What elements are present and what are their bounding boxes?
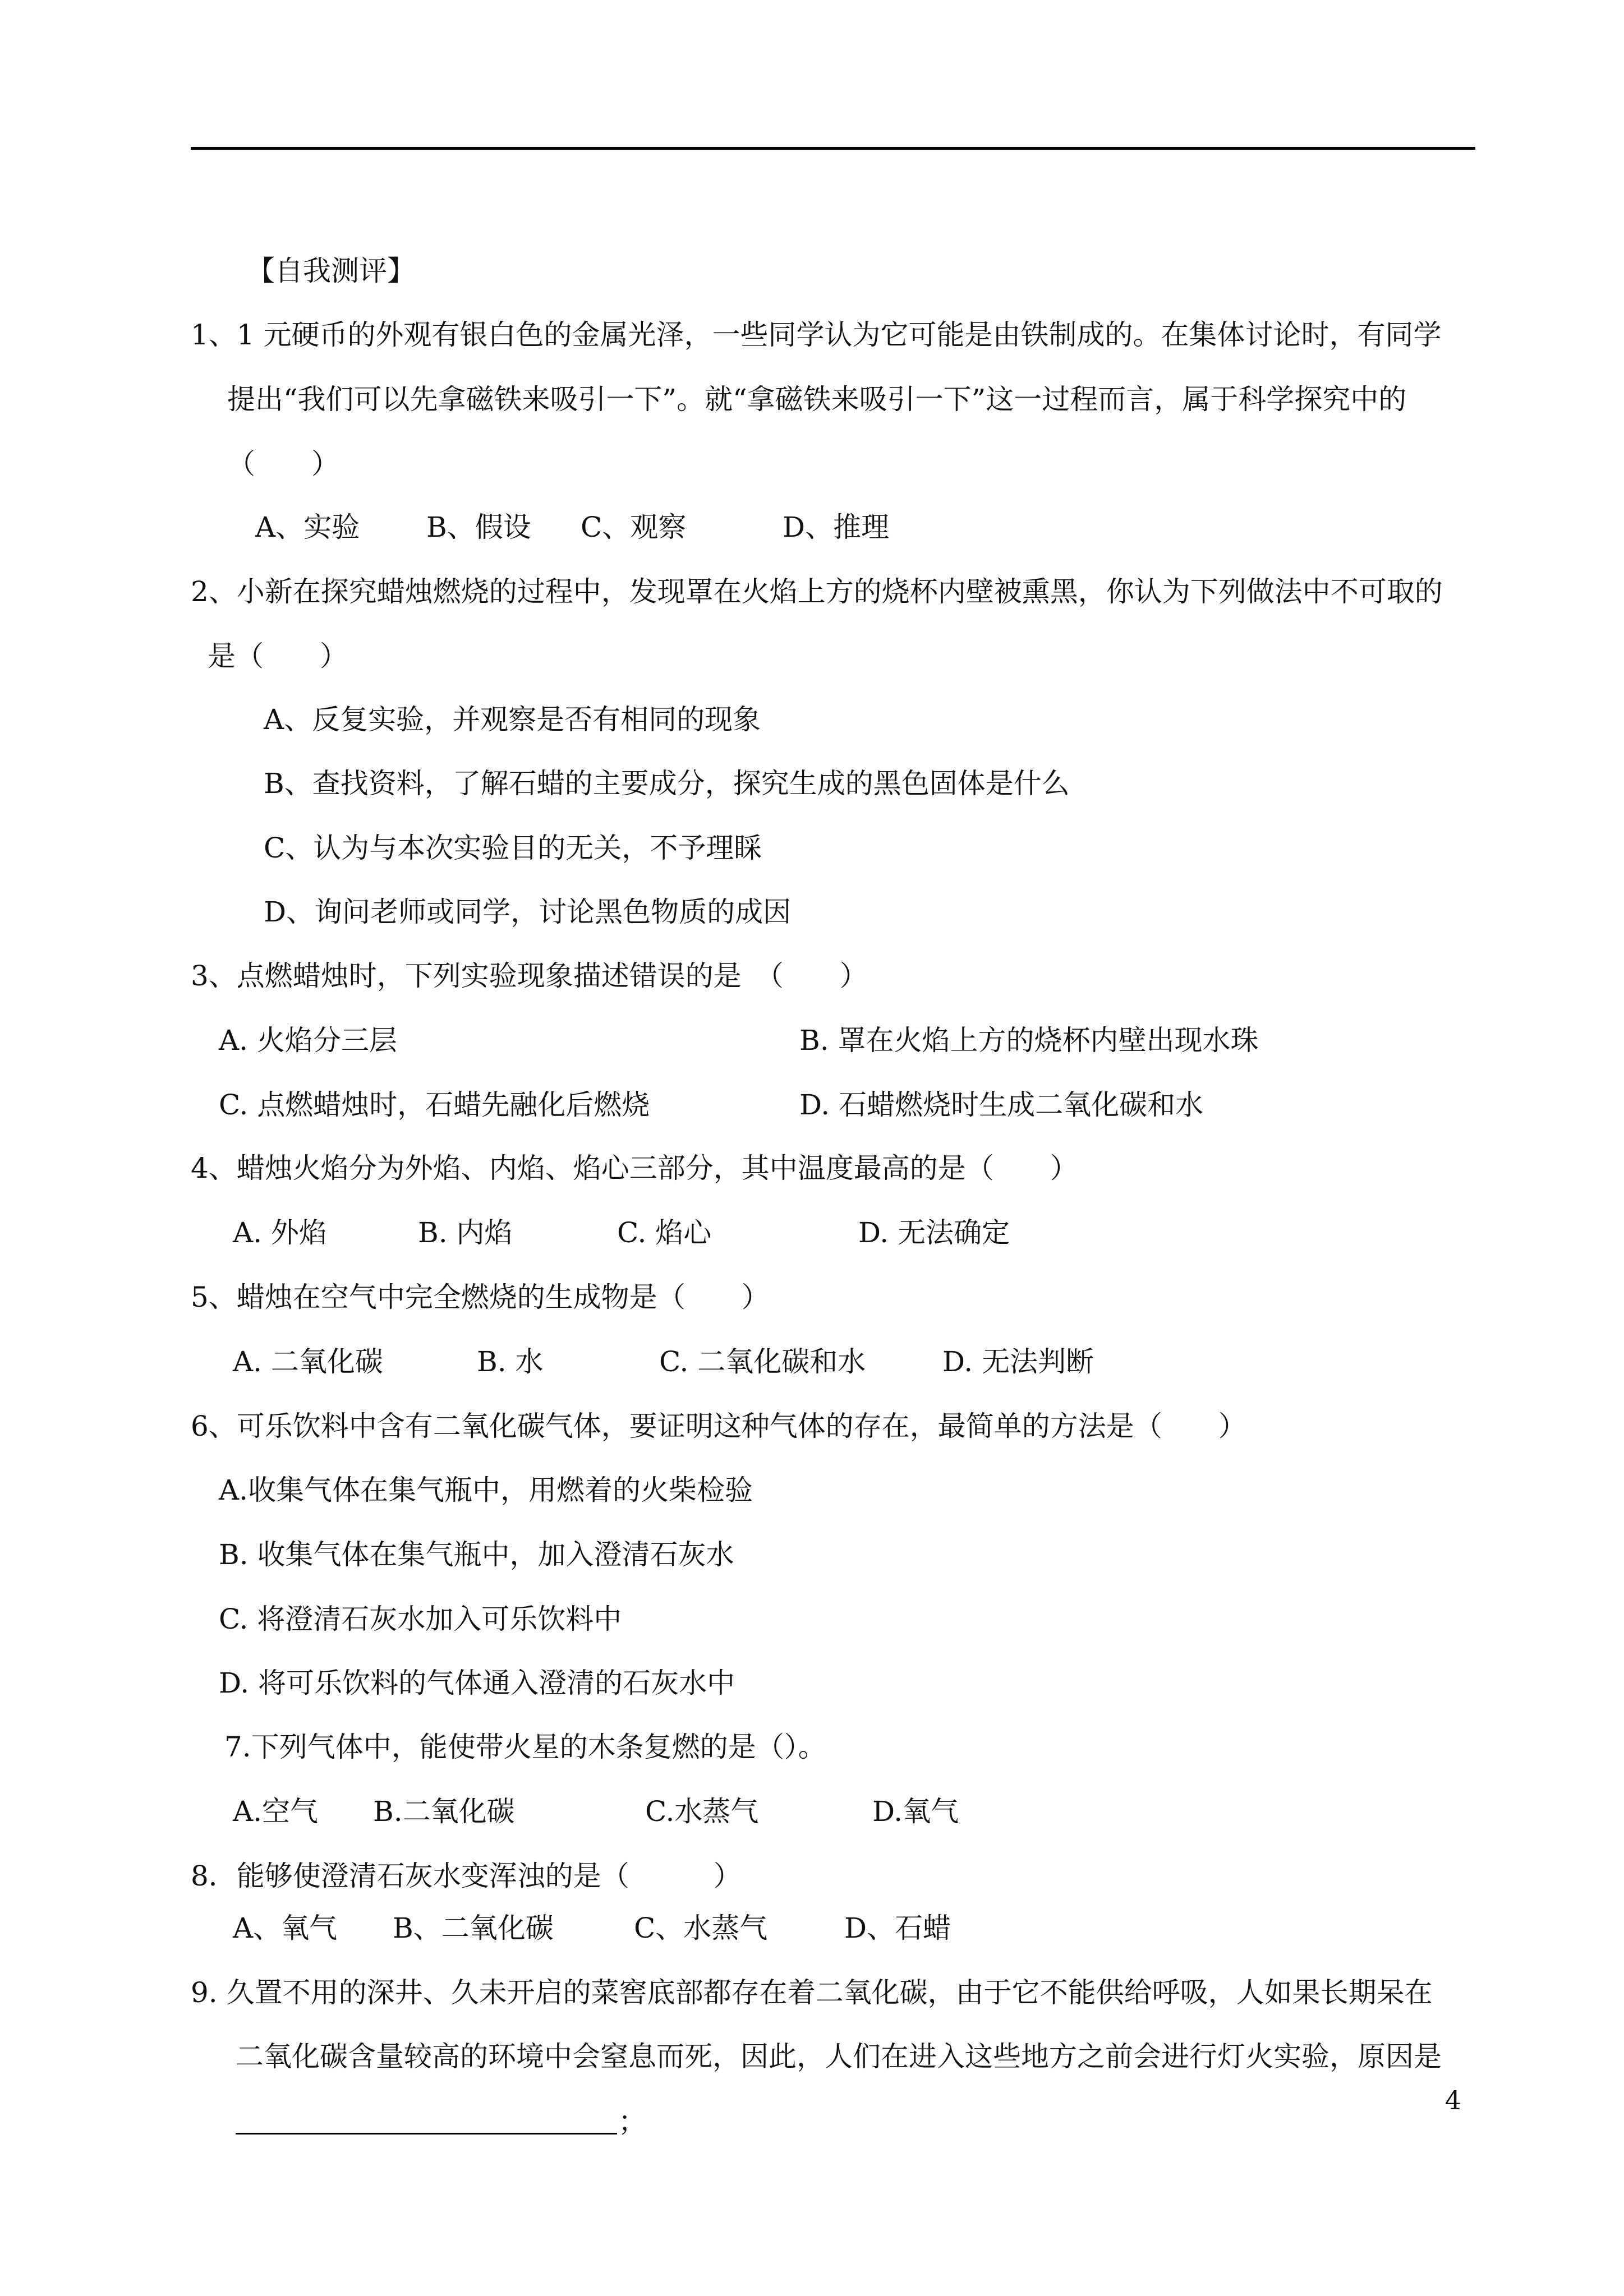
q8-option-c: C、水蒸气 xyxy=(634,1912,768,1944)
q5-option-d: D. 无法判断 xyxy=(942,1345,1094,1378)
q3-option-d: D. 石蜡燃烧时生成二氧化碳和水 xyxy=(799,1089,1204,1121)
q1-line1: 1、1 元硬币的外观有银白色的金属光泽，一些同学认为它可能是由铁制成的。在集体讨论时，有同学 xyxy=(191,319,1442,351)
q3-stem: 3、点燃蜡烛时，下列实验现象描述错误的是 （ ） xyxy=(191,960,868,992)
q5-option-c: C. 二氧化碳和水 xyxy=(659,1345,866,1378)
q4-option-b: B. 内焰 xyxy=(418,1216,513,1249)
q2-option-c: C、认为与本次实验目的无关，不予理睬 xyxy=(264,832,762,864)
q8-option-b: B、二氧化碳 xyxy=(393,1912,554,1944)
q7-stem: 7.下列气体中，能使带火星的木条复燃的是（）。 xyxy=(224,1731,826,1763)
q9-line1: 9. 久置不用的深井、久未开启的菜窖底部都存在着二氧化碳，由于它不能供给呼吸，人如果长期呆在 xyxy=(191,1976,1433,2009)
q5-stem: 5、蜡烛在空气中完全燃烧的生成物是（ ） xyxy=(191,1281,770,1313)
q7-option-d: D.氧气 xyxy=(872,1795,959,1828)
q2-line1: 2、小新在探究蜡烛燃烧的过程中，发现罩在火焰上方的烧杯内壁被熏黑，你认为下列做法中不可取的 xyxy=(191,575,1443,608)
section-heading: 【自我测评】 xyxy=(247,255,415,287)
q5-option-a: A. 二氧化碳 xyxy=(233,1345,383,1378)
q1-option-c: C、观察 xyxy=(581,511,687,543)
q7-option-c: C.水蒸气 xyxy=(645,1795,759,1828)
q6-option-a: A.收集气体在集气瓶中，用燃着的火柴检验 xyxy=(219,1474,753,1506)
q5-option-b: B. 水 xyxy=(477,1345,544,1378)
q3-option-b: B. 罩在火焰上方的烧杯内壁出现水珠 xyxy=(799,1024,1259,1057)
q9-tail: ； xyxy=(618,2105,646,2138)
q4-option-d: D. 无法确定 xyxy=(858,1216,1010,1249)
q1-paren: （ ） xyxy=(227,448,339,480)
q2-option-d: D、询问老师或同学，讨论黑色物质的成因 xyxy=(264,896,792,928)
page-number: 4 xyxy=(1444,2085,1461,2115)
q1-option-a: A、实验 xyxy=(255,511,360,543)
q1-option-d: D、推理 xyxy=(783,511,890,543)
q4-option-c: C. 焰心 xyxy=(617,1216,712,1249)
q8-option-a: A、氧气 xyxy=(233,1912,338,1944)
q8-option-d: D、石蜡 xyxy=(844,1912,951,1944)
q2-option-a: A、反复实验，并观察是否有相同的现象 xyxy=(264,703,761,736)
q6-option-d: D. 将可乐饮料的气体通入澄清的石灰水中 xyxy=(219,1667,735,1699)
q2-option-b: B、查找资料，了解石蜡的主要成分，探究生成的黑色固体是什么 xyxy=(264,767,1070,800)
q7-option-a: A.空气 xyxy=(233,1795,319,1828)
q6-option-b: B. 收集气体在集气瓶中，加入澄清石灰水 xyxy=(219,1538,734,1571)
header-rule xyxy=(191,147,1475,150)
q4-option-a: A. 外焰 xyxy=(233,1216,327,1249)
q3-option-a: A. 火焰分三层 xyxy=(219,1024,397,1057)
q6-option-c: C. 将澄清石灰水加入可乐饮料中 xyxy=(219,1603,622,1635)
q3-option-c: C. 点燃蜡烛时，石蜡先融化后燃烧 xyxy=(219,1089,650,1121)
q8-stem: 8．能够使澄清石灰水变浑浊的是（ ） xyxy=(191,1860,742,1892)
q2-line2: 是（ ） xyxy=(208,640,348,672)
q6-stem: 6、可乐饮料中含有二氧化碳气体，要证明这种气体的存在，最简单的方法是（ ） xyxy=(191,1410,1246,1442)
q1-option-b: B、假设 xyxy=(426,511,531,543)
q4-stem: 4、蜡烛火焰分为外焰、内焰、焰心三部分，其中温度最高的是（ ） xyxy=(191,1152,1078,1184)
q9-line2: 二氧化碳含量较高的环境中会窒息而死，因此，人们在进入这些地方之前会进行灯火实验，原因是 xyxy=(236,2040,1442,2073)
answer-blank-line xyxy=(236,2133,617,2134)
q1-line2: 提出“我们可以先拿磁铁来吸引一下”。就“拿磁铁来吸引一下”这一过程而言，属于科学探究中的 xyxy=(227,383,1407,416)
q7-option-b: B.二氧化碳 xyxy=(373,1795,515,1828)
